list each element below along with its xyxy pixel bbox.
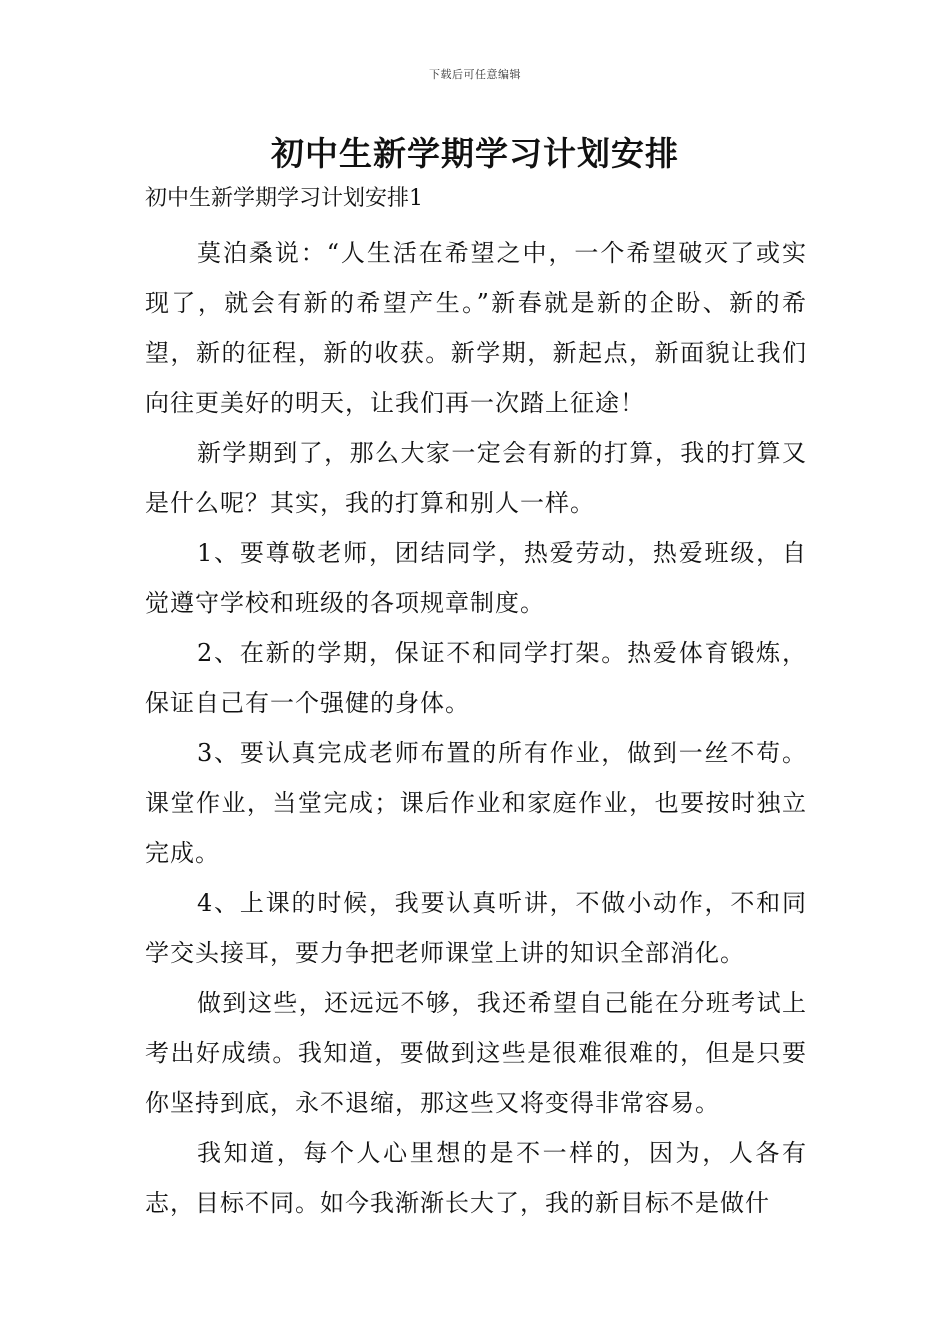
- paragraph: 我知道，每个人心里想的是不一样的，因为，人各有志，目标不同。如今我渐渐长大了，我的新目标不是做什: [145, 1139, 807, 1217]
- paragraph: 2、在新的学期，保证不和同学打架。热爱体育锻炼，保证自己有一个强健的身体。: [145, 639, 807, 717]
- document-body: [145, 228, 807, 1228]
- paragraph: 莫泊桑说：“人生活在希望之中，一个希望破灭了或实现了，就会有新的希望产生。”新春就是新的企盼、新的希望，新的征程，新的收获。新学期，新起点，新面貌让我们向往更美好的明天，让我们再一次踏上征途！: [145, 239, 807, 417]
- paragraph: 做到这些，还远远不够，我还希望自己能在分班考试上考出好成绩。我知道，要做到这些是很难很难的，但是只要你坚持到底，永不退缩，那这些又将变得非常容易。: [145, 989, 807, 1117]
- header-note: 下载后可任意编辑: [429, 68, 521, 81]
- paragraph: 新学期到了，那么大家一定会有新的打算，我的打算又是什么呢？其实，我的打算和别人一样。: [145, 439, 807, 517]
- paragraph: 4、上课的时候，我要认真听讲，不做小动作，不和同学交头接耳，要力争把老师课堂上讲的知识全部消化。: [145, 889, 807, 967]
- paragraph: 1、要尊敬老师，团结同学，热爱劳动，热爱班级，自觉遵守学校和班级的各项规章制度。: [145, 539, 807, 617]
- document-subtitle: 初中生新学期学习计划安排1: [145, 186, 423, 211]
- paragraph: 3、要认真完成老师布置的所有作业，做到一丝不苟。课堂作业，当堂完成；课后作业和家庭作业，也要按时独立完成。: [145, 739, 807, 867]
- document-title: 初中生新学期学习计划安排: [271, 134, 679, 173]
